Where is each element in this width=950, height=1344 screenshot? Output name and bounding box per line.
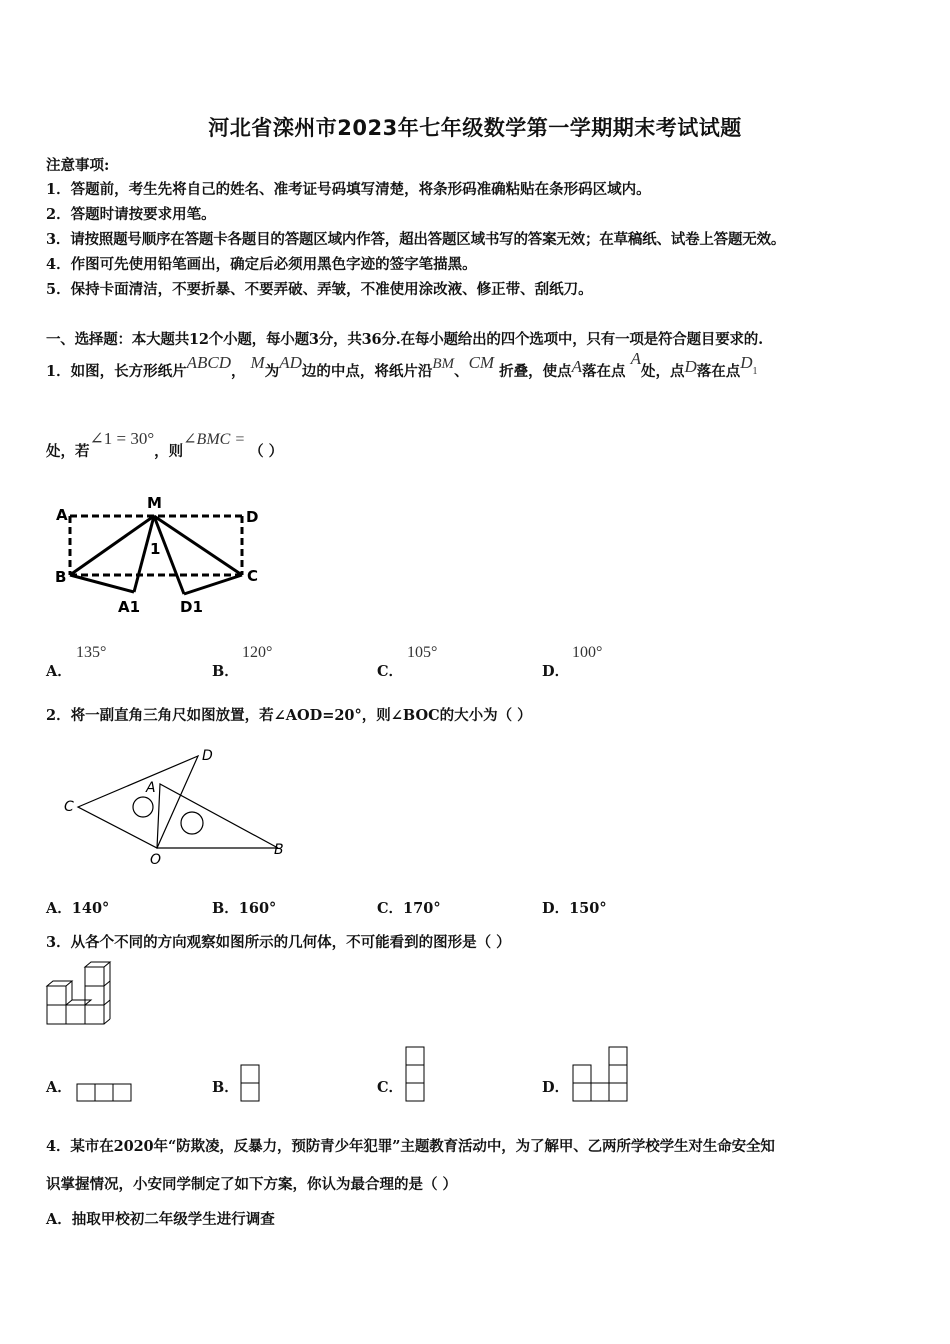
q2-circle-left	[133, 797, 153, 817]
q1-math-a1: A	[630, 349, 641, 368]
q1-option-d-value: 100°	[572, 644, 603, 661]
q3-cube-right-top-face	[85, 962, 110, 967]
q1-stem-line1	[46, 349, 758, 383]
q1-label-m: M	[147, 494, 162, 512]
q1-label-a1: A1	[118, 598, 141, 616]
notice-item-3: 3．请按照题号顺序在答题卡各题目的答题区域内作答，超出答题区域书写的答案无效；在草稿纸、试卷上答题无效。	[46, 231, 786, 248]
page-title: 河北省滦州市2023年七年级数学第一学期期末考试试题	[208, 116, 742, 140]
q1-option-a-label[interactable]: A．	[46, 663, 72, 680]
q3-cube-left-top-face	[47, 981, 72, 986]
q1-math-bmc: ∠BMC =	[183, 431, 246, 448]
q1-label-angle1: 1	[150, 540, 161, 558]
q3-option-d-label[interactable]: D．	[542, 1079, 570, 1096]
q1-label-d: D	[246, 508, 259, 526]
q1-option-b-value: 120°	[242, 644, 273, 661]
q1-figure	[50, 490, 280, 620]
q1-stem-line2	[46, 429, 284, 461]
q1-text-6: 折叠，使点	[499, 363, 572, 380]
q1-math-a: A	[571, 357, 583, 376]
q3-option-c-shape	[405, 1046, 427, 1104]
q1-text-4: 边的中点，将纸片沿	[301, 363, 433, 380]
q3-option-b-label[interactable]: B．	[212, 1079, 239, 1096]
q3-solid-figure	[44, 960, 114, 1030]
q1-option-a-value: 135°	[76, 644, 107, 661]
q1-math-m: M	[250, 353, 265, 372]
q1-line-mc	[154, 516, 242, 575]
notice-item-5: 5．保持卡面清洁，不要折暴、不要弄破、弄皱，不准使用涂改液、修正带、刮纸刀。	[46, 281, 593, 298]
q3-cube-left-top	[47, 986, 66, 1005]
q2-circle-right	[181, 812, 203, 834]
q4-stem-line2: 识掌握情况，小安同学制定了如下方案，你认为最合理的是（ ）	[46, 1176, 458, 1193]
q2-triangle-cdo	[78, 756, 198, 848]
q1-math-cm: CM	[468, 353, 495, 372]
notice-item-2: 2．答题时请按要求用笔。	[46, 206, 216, 223]
q3-option-c-label[interactable]: C．	[377, 1079, 404, 1096]
q3-option-b-shape	[240, 1064, 262, 1104]
q2-triangle-oab	[157, 784, 278, 848]
q2-label-c: C	[64, 799, 74, 815]
q3-option-a-label[interactable]: A．	[46, 1079, 72, 1096]
q1-label-d1: D1	[180, 598, 203, 616]
q4-option-a[interactable]: A．抽取甲校初二年级学生进行调查	[46, 1211, 275, 1228]
q2-option-c-value: 170°	[403, 900, 441, 917]
q1-option-c-label[interactable]: C．	[377, 663, 404, 680]
q3-cube-front-1	[47, 1005, 66, 1024]
q4-stem-line1: 4．某市在2020年“防欺凌，反暴力，预防青少年犯罪”主题教育活动中，为了解甲、乙两所学校学生对生命安全知	[46, 1138, 775, 1155]
notice-item-1: 1．答题前，考生先将自己的姓名、准考证号码填写清楚，将条形码准确粘贴在条形码区域内。	[46, 181, 651, 198]
q2-label-o: O	[150, 852, 162, 868]
q1-text-7: 落在点	[582, 363, 626, 380]
q2-option-d-label: D．	[542, 900, 570, 917]
q1-line2-text-2: ，则	[154, 443, 184, 460]
q1-math-abcd: ABCD	[186, 353, 231, 372]
q1-label-b: B	[55, 568, 67, 586]
q2-option-b[interactable]	[212, 897, 276, 918]
q1-line-ba1	[70, 575, 134, 592]
q3-stem: 3．从各个不同的方向观察如图所示的几何体，不可能看到的图形是（ ）	[46, 934, 511, 951]
q2-option-d[interactable]	[542, 897, 607, 918]
q1-text-1: 1．如图，长方形纸片	[46, 363, 187, 380]
q3-option-a-shape	[76, 1083, 134, 1103]
q2-option-a-label: A．	[46, 900, 72, 917]
q3-cube-mid-top-face	[66, 1000, 91, 1005]
q3-cube-right-top	[85, 967, 104, 986]
q1-math-d1-sub: 1	[752, 365, 758, 377]
q2-figure	[60, 742, 300, 872]
q3-cube-front-2	[66, 1005, 85, 1024]
q2-stem: 2．将一副直角三角尺如图放置，若∠AOD=20°，则∠BOC的大小为（ ）	[46, 707, 532, 724]
q1-math-ad: AD	[279, 353, 302, 372]
q1-text-9: 落在点	[696, 363, 741, 380]
notice-item-4: 4．作图可先使用铅笔画出，确定后必须用黑色字迹的签字笔描黑。	[46, 256, 477, 273]
q1-math-angle1: ∠1 = 30°	[89, 429, 155, 448]
q3-option-d-shape	[572, 1046, 632, 1104]
q2-option-b-label: B．	[212, 900, 239, 917]
q1-option-c-value: 105°	[407, 644, 438, 661]
q2-option-c[interactable]	[377, 897, 441, 918]
q2-option-d-value: 150°	[569, 900, 607, 917]
q1-math-bm: BM	[432, 356, 455, 372]
q1-math-d1: D	[740, 353, 753, 372]
q2-label-a: A	[146, 780, 156, 796]
q2-option-a-value: 140°	[71, 900, 110, 917]
q1-option-d-label[interactable]: D．	[542, 663, 570, 680]
q1-text-2: ，	[230, 363, 246, 380]
q2-option-b-value: 160°	[238, 900, 277, 917]
q1-option-b-label[interactable]: B．	[212, 663, 239, 680]
q1-text-3: 为	[264, 363, 280, 380]
q1-line-d1c	[184, 575, 242, 594]
q1-math-d: D	[684, 357, 697, 376]
q1-answer-blank: （ ）	[249, 443, 284, 460]
q1-text-8: 处，点	[640, 363, 685, 380]
q3-cube-front-3	[85, 1005, 104, 1024]
q2-label-b: B	[274, 842, 284, 858]
q1-label-a: A	[56, 506, 68, 524]
q2-option-a[interactable]	[46, 897, 109, 918]
q2-label-d: D	[202, 748, 213, 764]
q1-line2-text-1: 处，若	[46, 443, 90, 460]
notice-heading: 注意事项:	[46, 157, 110, 174]
section-heading: 一、选择题：本大题共12个小题，每小题3分，共36分.在每小题给出的四个选项中，只有一项是符合题目要求的.	[46, 331, 763, 348]
q2-option-c-label: C．	[377, 900, 404, 917]
q1-text-5: 、	[454, 363, 469, 380]
q1-label-c: C	[247, 567, 259, 585]
